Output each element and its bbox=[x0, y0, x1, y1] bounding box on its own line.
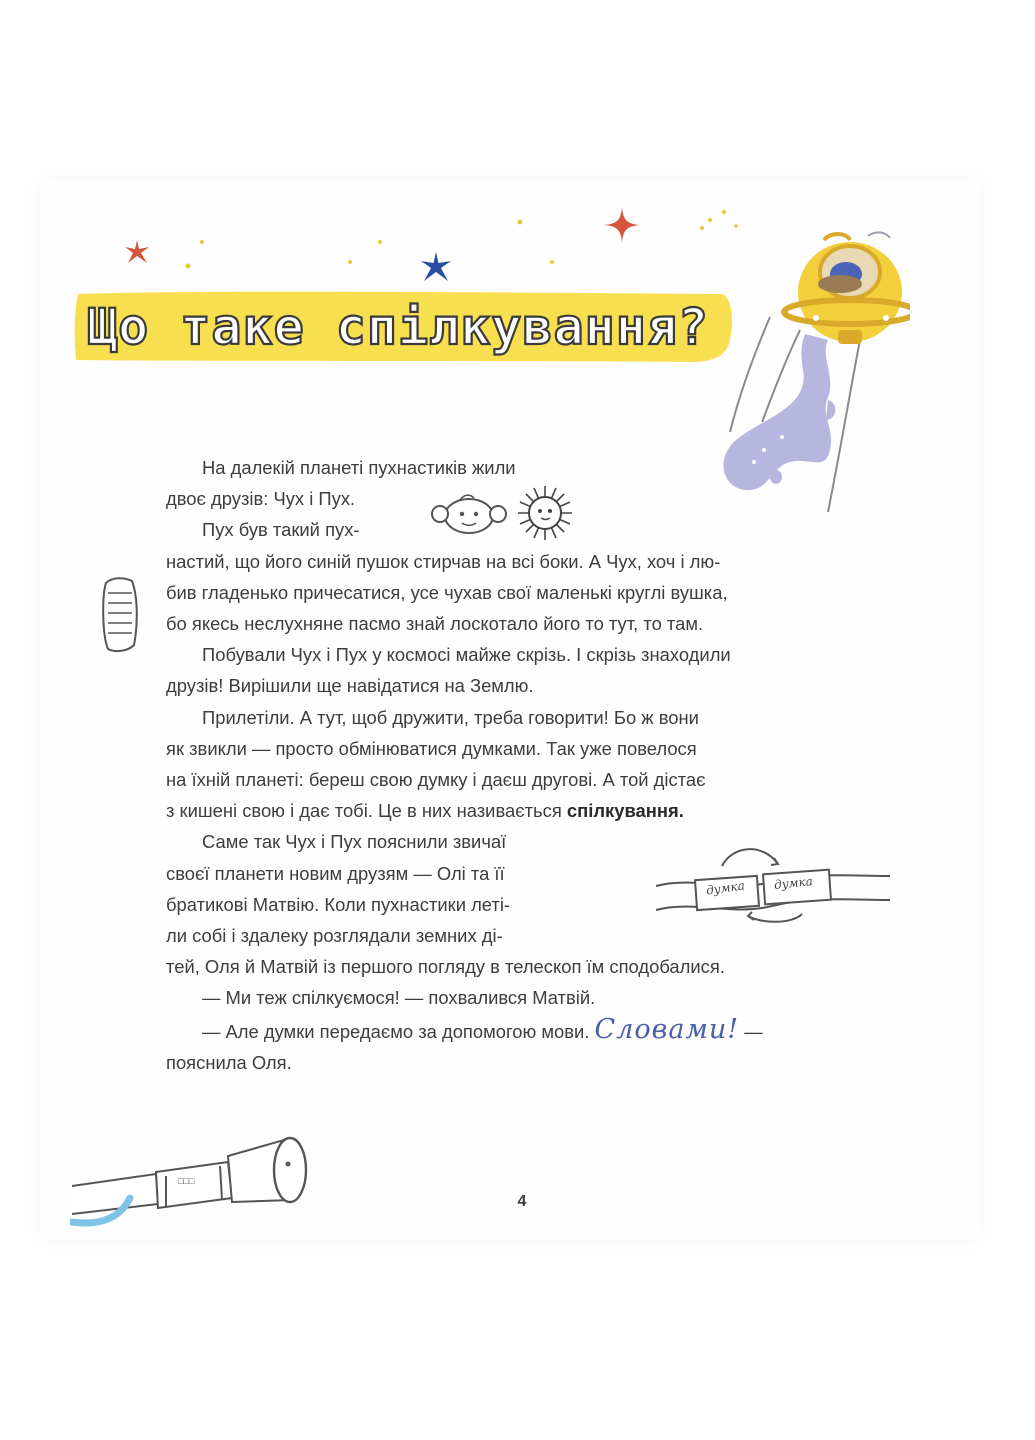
paragraph-4 bbox=[166, 702, 866, 827]
key-term: спілкування. bbox=[566, 800, 684, 822]
title-banner bbox=[72, 288, 734, 366]
text-line: — Ми теж спілкуємося! — похвалився Матвій. bbox=[202, 987, 596, 1009]
text-fragment: — bbox=[739, 1020, 763, 1042]
telescope-icon bbox=[70, 1126, 320, 1230]
story-text bbox=[166, 452, 866, 1078]
text-line-with-handwriting bbox=[166, 1014, 866, 1047]
text-line: Прилетіли. А тут, щоб дружити, треба говорити! Бо ж вони bbox=[202, 706, 699, 728]
star-icon bbox=[122, 238, 152, 266]
handwritten-word: Словами! bbox=[594, 1013, 740, 1045]
text-line: настий, що його синій пушок стирчав на всі боки. А Чух, хоч і лю- bbox=[166, 550, 721, 572]
paragraph-6 bbox=[166, 982, 866, 1013]
text-line: на їхній планеті: береш свою думку і даєш другові. А той дістає bbox=[166, 769, 706, 791]
chukh-creature-icon bbox=[430, 490, 508, 538]
text-line: друзів! Вирішили ще навідатися на Землю. bbox=[166, 675, 534, 697]
paragraph-7 bbox=[166, 1014, 866, 1078]
text-line: як звикли — просто обмінюватися думками. Так уже повелося bbox=[166, 737, 697, 759]
page-number: 4 bbox=[517, 1193, 527, 1210]
hair-tuft-icon bbox=[98, 575, 142, 655]
page-title: Що таке спілкування? bbox=[86, 298, 710, 356]
sparkle-dots bbox=[180, 210, 740, 290]
paragraph-3 bbox=[166, 639, 866, 701]
text-line: бо якесь неслухняне пасмо знай лоскотало його то тут, то там. bbox=[166, 613, 704, 635]
text-line: ли собі і здалеку розглядали земних ді- bbox=[166, 925, 503, 947]
text-line: своєї планети новим друзям — Олі та її bbox=[166, 862, 505, 884]
note-label: думка bbox=[773, 874, 814, 892]
text-line: Саме так Чух і Пух пояснили звичаї bbox=[202, 831, 507, 853]
text-line: пояснила Оля. bbox=[166, 1051, 292, 1073]
text-line-with-term bbox=[166, 795, 866, 826]
text-line: бив гладенько причесатися, усе чухав свої маленькі круглі вушка, bbox=[166, 581, 728, 603]
text-line: братикові Матвію. Коли пухнастики леті- bbox=[166, 893, 511, 915]
text-line: тей, Оля й Матвій із першого погляду в телескоп їм сподобалися. bbox=[166, 956, 725, 978]
note-label: думка bbox=[705, 878, 746, 898]
text-line: Побували Чух і Пух у космосі майже скрізь. І скрізь знаходили bbox=[202, 644, 731, 666]
pukh-creature-icon bbox=[516, 484, 574, 542]
svg-text:□□□: □□□ bbox=[178, 1176, 195, 1186]
text-fragment: з кишені свою і дає тобі. Це в них називається bbox=[166, 800, 567, 822]
text-line: Пух був такий пух- bbox=[202, 519, 360, 541]
text-line: На далекій планеті пухнастиків жили bbox=[202, 457, 516, 478]
text-fragment: — Але думки передаємо за допомогою мови. bbox=[202, 1020, 595, 1042]
text-line: двоє друзів: Чух і Пух. bbox=[166, 488, 356, 510]
